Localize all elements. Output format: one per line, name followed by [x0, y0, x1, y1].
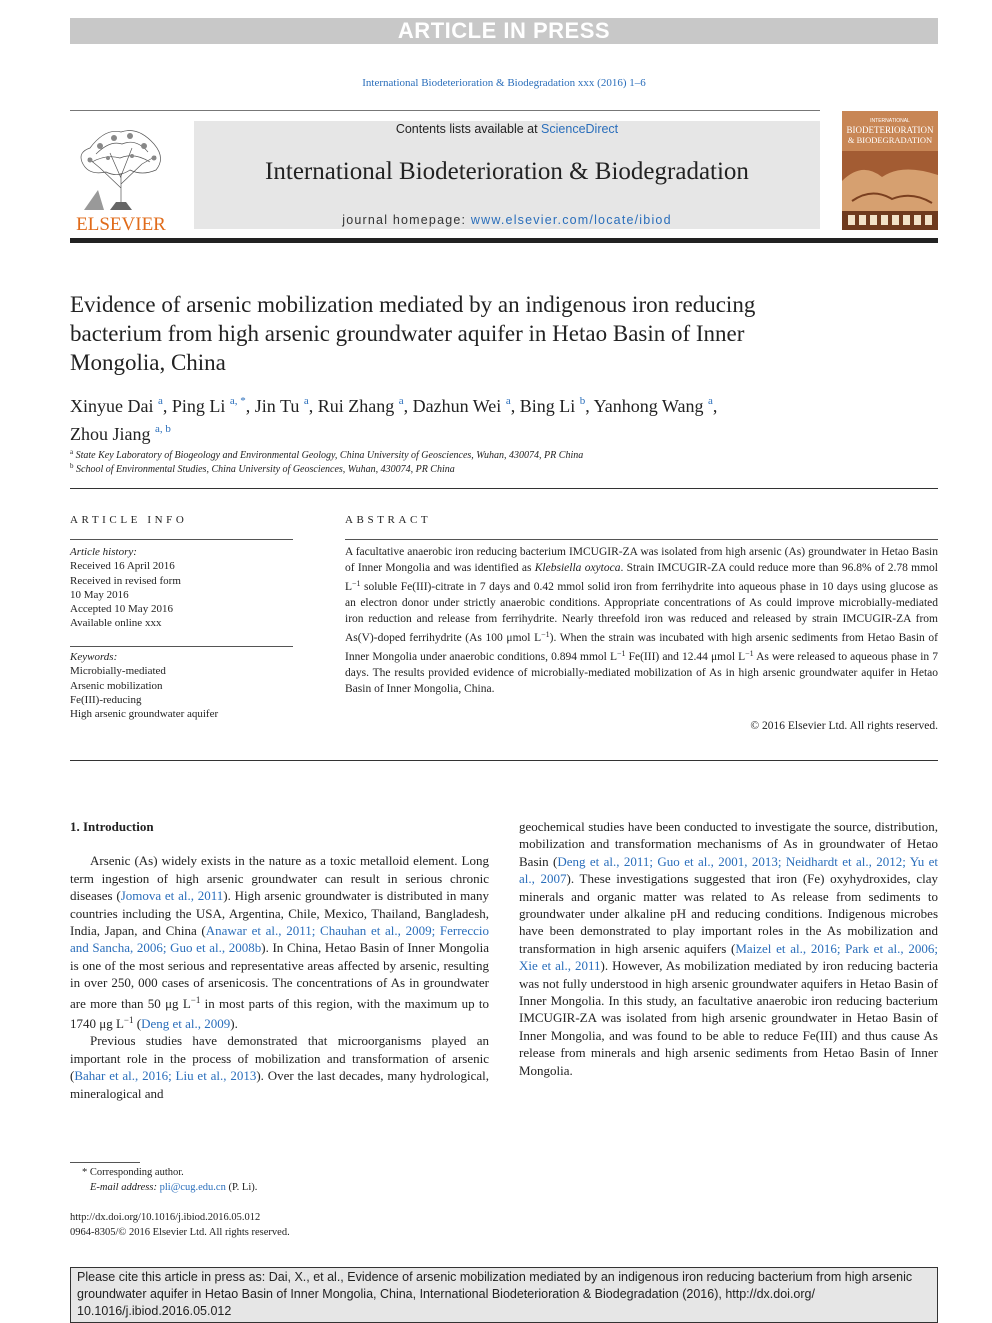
- cover-title-line-3: & BIODEGRADATION: [847, 135, 933, 145]
- elsevier-tree-icon: [70, 118, 172, 234]
- abstract-text: A facultative anaerobic iron reducing bacterium IMCUGIR-ZA was isolated from high arsenic (As) groundwater in Hetao Basin of Inner Mongolia and was identified as Klebsiella oxytoca. Strain IMCUGIR-ZA could reduce more than 96.8% of 2.78 mmol $L^{-1}$ soluble Fe(III)-citrate in 7 days and 0.42 mmol solid iron from ferrihydrite into aqueous phase in 10 days using glucose as an electron donor under strictly anaerobic conditions. Appropriate concentrations of As could improve microbially-mediated iron reduction and release from ferrihydrite. Nearly threefold iron was reduced and released by strain IMCUGIR-ZA from As(V)-doped ferrihydrite (As 100 μmol $L^{-1}$). When the strain was incubated with high arsenic sediments from Hetao Basin of Inner Mongolia under anaerobic conditions, 0.894 mmol $L^{-1}$ Fe(III) and 12.44 μmol $L^{-1}$ As were released to aqueous phase in 7 days. The results provided evidence of microbially-mediated mobilization of As in high arsenic groundwater aquifer in Hetao Basin of Inner Mongolia, China.: [345, 546, 938, 695]
- footnote-rule: [70, 1162, 140, 1163]
- author: Bing Li $^b$,: [519, 395, 594, 416]
- citation-link[interactable]: Anawar et al., 2011; Chauhan et al., 2009; Ferreccio and Sancha, 2006; Guo et al., 2008b: [70, 923, 489, 956]
- history-item: Accepted 10 May 2016: [70, 603, 173, 616]
- abstract-heading: ABSTRACT: [345, 514, 432, 526]
- sciencedirect-link[interactable]: ScienceDirect: [541, 122, 619, 136]
- keywords: [70, 650, 293, 721]
- author: [70, 424, 171, 444]
- author-name: Ping Li: [171, 396, 230, 416]
- citation-link[interactable]: Deng et al., 2011; Guo et al., 2001, 2013; Neidhardt et al., 2012; Yu et al., 2007: [519, 853, 938, 887]
- history-item: Received in revised form: [70, 574, 181, 587]
- intro-paragraph-2-continued: geochemical studies have been conducted to investigate the source, distribution, mobilization and transformation mechanisms of As in groundwater of Hetao Basin (Deng et al., 2011; Guo et al., 2001, 2013; Neidhardt et al., 2012; Yu et al., 2007). These investigations suggested that iron (Fe) oxyhydroxides, clay minerals and organic matter was related to As release from sediments to groundwater under alkaline pH and reducing conditions. Indigenous microbes have been demonstrated to play important roles in the As mobilization and transformation in high arsenic aquifers (Maizel et al., 2016; Park et al., 2006; Xie et al., 2011). However, As mobilization mediated by iron reducing bacteria was not fully understood in high arsenic groundwater aquifers in Hetao Basin of Inner Mongolia. In this study, an facultative anaerobic iron reducing bacterium IMCUGIR-ZA was isolated from high arsenic groundwater in Hetao Basin of Inner Mongolia, and was found to be able to reduce Fe(III) and thus cause As release from minerals and high arsenic sediments from Hetao Basin of Inner Mongolia.: [519, 819, 938, 1078]
- author: Xinyue Dai $^a$,: [70, 395, 172, 416]
- article-in-press-text: ARTICLE IN PRESS: [397, 18, 611, 43]
- article-info-rule: [70, 539, 293, 540]
- species-name: Klebsiella oxytoca: [534, 562, 621, 574]
- journal-homepage-line: [194, 213, 820, 227]
- citation-link[interactable]: Deng et al., 2009: [141, 1016, 231, 1032]
- journal-title: International Biodeterioration & Biodegradation: [265, 158, 749, 185]
- author-affiliation-marker[interactable]: a: [398, 395, 404, 407]
- header-thick-rule: [70, 238, 938, 243]
- author-affiliation-marker[interactable]: a: [707, 395, 713, 407]
- author-affiliation-marker[interactable]: a, *: [229, 395, 246, 407]
- keywords-label: Keywords:: [70, 651, 118, 663]
- doi-link[interactable]: http://dx.doi.org/10.1016/j.ibiod.2016.05.012: [70, 1212, 261, 1223]
- corresponding-author-note: * Corresponding author.: [82, 1167, 184, 1178]
- cover-title-line-1: INTERNATIONAL: [870, 118, 910, 124]
- author-name: Xinyue Dai: [70, 396, 158, 416]
- article-title: Evidence of arsenic mobilization mediated by an indigenous iron reducing bacterium from high arsenic groundwater aquifer in Hetao Basin of Inner Mongolia, China: [70, 292, 756, 375]
- section-divider: [70, 488, 938, 489]
- affiliation-marker: b: [70, 462, 74, 470]
- affiliation-b: [70, 459, 870, 477]
- author-affiliation-marker[interactable]: a, b: [155, 423, 171, 435]
- journal-cover-image: [842, 111, 938, 230]
- homepage-label: journal homepage:: [342, 213, 471, 227]
- author-affiliation-marker[interactable]: b: [579, 395, 586, 407]
- citation-link[interactable]: Jomova et al., 2011: [120, 888, 224, 904]
- author-name: Bing Li: [519, 396, 580, 416]
- contents-line: [194, 121, 820, 137]
- history-item: 10 May 2016: [70, 588, 129, 601]
- author-name: Rui Zhang: [317, 396, 399, 416]
- history-item: Available online xxx: [70, 617, 162, 630]
- author-affiliation-marker[interactable]: a: [157, 395, 163, 407]
- journal-cover-icon: [842, 111, 938, 230]
- citation-link[interactable]: Maizel et al., 2016; Park et al., 2006; Xie et al., 2011: [519, 940, 938, 974]
- keyword-item: Arsenic mobilization: [70, 679, 163, 692]
- abstract-rule: [345, 539, 938, 540]
- body-column-right: [519, 818, 938, 1079]
- author-list: [70, 390, 840, 446]
- intro-paragraph-1: Arsenic (As) widely exists in the nature as a toxic metalloid element. Long term ingestion of high arsenic groundwater can result in serious chronic diseases (Jomova et al., 2011). High arsenic groundwater is distributed in many countries including the USA, Argentina, Chile, Mexico, Thailand, Bangladesh, India, Japan, and China (Anawar et al., 2011; Chauhan et al., 2009; Ferreccio and Sancha, 2006; Guo et al., 2008b). In China, Hetao Basin of Inner Mongolia is one of the most serious and representative areas affected by arsenic, resulting in over 250, 000 cases of arsenicosis. The concentrations of As in groundwater are more than 50 μg $L^{-1}$ in most parts of this region, with the maximum up to 1740 μg $L^{-1}$ (Deng et al., 2009).: [70, 853, 490, 1032]
- article-history: [70, 545, 293, 631]
- author-name: Dazhun Wei: [412, 396, 506, 416]
- citation-link[interactable]: Bahar et al., 2016; Liu et al., 2013: [74, 1068, 257, 1084]
- intro-paragraph-2: Previous studies have demonstrated that microorganisms played an important role in the process of mobilization and transformation of arsenic (Bahar et al., 2016; Liu et al., 2013). Over the last decades, many hydrological, mineralogical and: [70, 1033, 490, 1101]
- history-label: Article history:: [70, 546, 137, 558]
- article-info-heading: ARTICLE INFO: [70, 514, 188, 526]
- journal-citation-link[interactable]: International Biodeterioration & Biodegradation xxx (2016) 1–6: [362, 77, 646, 89]
- author: Yanhong Wang $^a$,: [593, 395, 718, 416]
- cite-this-article-box: Please cite this article in press as: Dai, X., et al., Evidence of arsenic mobilization mediated by an indigenous iron reducing bacterium from high arsenic groundwater aquifer in Hetao Basin of Inner Mongolia, China, International Biodeterioration & Biodegradation (2016), http://dx.doi.org/ 10.1016/j.ibiod.2016.05.012: [70, 1267, 938, 1323]
- history-item: Received 16 April 2016: [70, 560, 175, 573]
- author-affiliation-marker[interactable]: a: [303, 395, 309, 407]
- header-divider: [70, 110, 820, 111]
- keyword-item: Fe(III)-reducing: [70, 693, 142, 706]
- author-affiliation-marker[interactable]: a: [505, 395, 511, 407]
- cover-title-line-2: BIODETERIORATION: [846, 125, 934, 135]
- keyword-item: Microbially-mediated: [70, 665, 166, 678]
- author: Ping Li $^{a, *}$,: [171, 395, 255, 416]
- affiliation-marker: a: [70, 448, 74, 456]
- abstract-copyright: © 2016 Elsevier Ltd. All rights reserved.: [750, 720, 938, 732]
- email-note: E-mail address: pli@cug.edu.cn (P. Li).: [90, 1182, 258, 1193]
- article-info-rule: [70, 646, 293, 647]
- elsevier-wordmark: ELSEVIER: [76, 214, 166, 234]
- email-label: E-mail address:: [90, 1182, 160, 1193]
- homepage-link[interactable]: www.elsevier.com/locate/ibiod: [470, 213, 672, 227]
- author-name: Yanhong Wang: [593, 396, 708, 416]
- author: Rui Zhang $^a$,: [317, 395, 413, 416]
- email-link[interactable]: pli@cug.edu.cn: [159, 1182, 226, 1193]
- body-column-left: [70, 818, 489, 1102]
- contents-prefix: Contents lists available at: [395, 122, 542, 136]
- keyword-item: High arsenic groundwater aquifer: [70, 708, 219, 721]
- section-divider: [70, 760, 938, 761]
- affiliation-text: School of Environmental Studies, China University of Geosciences, Wuhan, 430074, PR China: [76, 464, 455, 475]
- issn-line: 0964-8305/© 2016 Elsevier Ltd. All rights reserved.: [70, 1227, 290, 1238]
- introduction-heading: 1. Introduction: [70, 819, 154, 834]
- author: Jin Tu $^a$,: [254, 395, 318, 416]
- elsevier-logo: [70, 118, 172, 234]
- author: Dazhun Wei $^a$,: [412, 395, 520, 416]
- affiliation-text: State Key Laboratory of Biogeology and Environmental Geology, China University of Geosciences, Wuhan, 430074, PR China: [75, 450, 584, 461]
- author-name: Jin Tu: [254, 396, 304, 416]
- author-name: Zhou Jiang: [70, 424, 155, 444]
